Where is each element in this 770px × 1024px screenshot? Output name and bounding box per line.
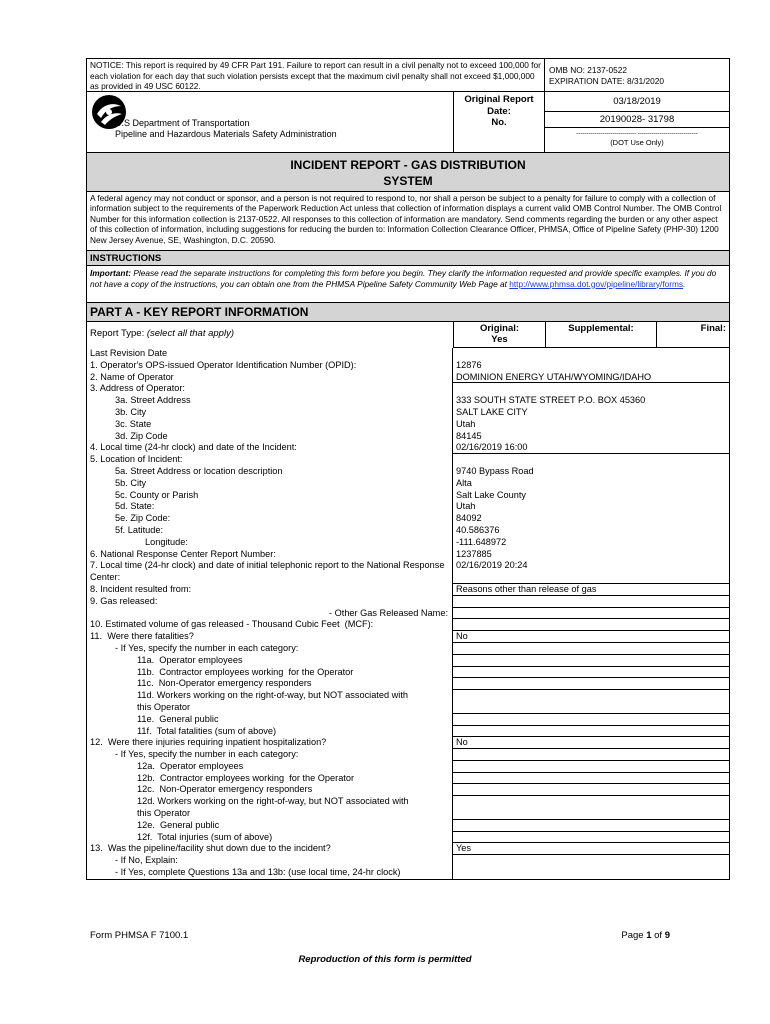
row-value [453, 678, 729, 690]
page-current: 1 [646, 930, 652, 941]
original-report-date-label: Original Report Date: [464, 94, 534, 117]
original-report-values [545, 92, 729, 152]
row-value [453, 855, 729, 867]
row-label: 3b. City [87, 407, 453, 419]
expiration-date: EXPIRATION DATE: 8/31/2020 [549, 75, 664, 86]
table-row [87, 348, 729, 360]
row-value [453, 832, 729, 844]
form-title [86, 152, 730, 192]
instructions-body: Please read the separate instructions for completing this form before you begin. They clarify the information requested and provide specific examples. If you do not have a copy of the instructions, you can obtain one from the PHMSA Pipeline Safety Community Web Page at [90, 268, 717, 289]
row-label: 3a. Street Address [87, 395, 453, 407]
table-row [87, 513, 729, 525]
final-cell [656, 322, 729, 348]
row-label: 3c. State [87, 419, 453, 431]
row-label: 11b. Contractor employees working for the Operator [87, 667, 453, 679]
report-type-hint: (select all that apply) [146, 328, 234, 339]
forms-link[interactable]: http://www.phmsa.dot.gov/pipeline/library/forms [509, 278, 684, 289]
row-label: 11f. Total fatalities (sum of above) [87, 726, 453, 738]
row-value [453, 643, 729, 655]
row-value: Utah [456, 418, 476, 429]
row-value [453, 348, 729, 360]
row-label: 6. National Response Center Report Number: [87, 549, 453, 561]
table-row [87, 431, 729, 443]
row-value: Yes [453, 843, 729, 855]
table-row [87, 796, 729, 820]
dot-use-dashes: ------------------------------ ------------------------------ [576, 131, 698, 137]
row-value [453, 784, 729, 796]
row-value: Utah [456, 501, 476, 512]
table-row [87, 784, 729, 796]
row-value: 84092 [456, 513, 482, 524]
row-value [453, 761, 729, 773]
report-type-label [87, 322, 453, 348]
link-suffix: . [683, 278, 686, 289]
table-row [87, 395, 729, 407]
table-row [87, 407, 729, 419]
form-number: Form PHMSA F 7100.1 [90, 930, 189, 941]
table-row [87, 690, 729, 714]
agency-line-1: U.S Department of Transportation [115, 118, 250, 128]
table-row [87, 419, 729, 431]
row-label: - If Yes, specify the number in each category: [87, 749, 453, 761]
row-label: 5a. Street Address or location description [87, 466, 453, 478]
row-label: Longitude: [87, 537, 453, 549]
row-label: - If No, Explain: [87, 855, 453, 867]
row-value: Salt Lake County [456, 489, 526, 500]
report-type-text: Report Type: [90, 328, 145, 339]
table-row [87, 525, 729, 537]
table-row [87, 855, 729, 867]
row-label: 12e. General public [87, 820, 453, 832]
final-label: Final: [700, 323, 726, 334]
row-value: 02/16/2019 16:00 [453, 442, 729, 454]
row-label: 12b. Contractor employees working for the Operator [87, 773, 453, 785]
report-no-label: No. [491, 117, 507, 128]
table-row [87, 726, 729, 738]
row-value [453, 619, 729, 631]
agency-names [115, 118, 337, 140]
table-row [87, 466, 729, 478]
original-label: Original: [479, 323, 520, 334]
table-row [87, 761, 729, 773]
table-row [87, 478, 729, 490]
row-value: -111.648972 [456, 536, 507, 547]
row-label: 1. Operator's OPS-issued Operator Identification Number (OPID): [87, 360, 453, 372]
part-a-heading: PART A - KEY REPORT INFORMATION [86, 302, 730, 322]
report-number: 20190028- 31798 [545, 112, 729, 128]
row-value [453, 749, 729, 761]
row-label: 3d. Zip Code [87, 431, 453, 443]
row-value [453, 608, 729, 620]
original-report-labels [453, 92, 545, 152]
original-cell [453, 322, 545, 348]
table-row [87, 596, 729, 608]
row-value: Alta [456, 477, 472, 488]
original-value: Yes [491, 334, 508, 345]
row-label: 11a. Operator employees [87, 655, 453, 667]
row-label: - If Yes, specify the number in each category: [87, 643, 453, 655]
row-label: 9. Gas released: [87, 596, 453, 608]
original-report-date: 03/18/2019 [545, 92, 729, 112]
row-value [453, 667, 729, 679]
row-label: 5b. City [87, 478, 453, 490]
row-label: 5d. State: [87, 501, 453, 513]
row-value: 02/16/2019 20:24 [453, 560, 729, 584]
row-value: 333 SOUTH STATE STREET P.O. BOX 45360 [456, 395, 646, 406]
agency-line-2: Pipeline and Hazardous Materials Safety Administration [115, 129, 337, 139]
row-value: DOMINION ENERGY UTAH/WYOMING/IDAHO [453, 372, 729, 384]
row-value [453, 726, 729, 738]
omb-block [545, 59, 729, 91]
row-value [453, 454, 729, 466]
row-label: 12c. Non-Operator emergency responders [87, 784, 453, 796]
table-row [87, 584, 729, 596]
row-value: Reasons other than release of gas [453, 584, 729, 596]
row-value: 40.586376 [456, 524, 500, 535]
row-label: 3. Address of Operator: [87, 383, 453, 395]
row-label: - If Yes, complete Questions 13a and 13b: (use local time, 24-hr clock) [87, 867, 453, 879]
header-top [86, 58, 730, 92]
header-middle [86, 92, 730, 152]
table-row [87, 372, 729, 384]
row-label: - Other Gas Released Name: [87, 608, 453, 620]
questions-table [86, 348, 730, 880]
row-value [453, 655, 729, 667]
row-value [453, 820, 729, 832]
row-value [453, 714, 729, 726]
page-number [621, 930, 670, 941]
table-row [87, 843, 729, 855]
row-label: 11c. Non-Operator emergency responders [87, 678, 453, 690]
table-row [87, 608, 729, 620]
table-row [87, 678, 729, 690]
row-label: 12. Were there injuries requiring inpatient hospitalization? [87, 737, 453, 749]
table-row [87, 867, 729, 879]
form-title-line-1: INCIDENT REPORT - GAS DISTRIBUTION [290, 158, 526, 172]
row-value: 9740 Bypass Road [456, 465, 534, 476]
agency-block [87, 92, 453, 152]
table-row [87, 560, 729, 584]
table-row [87, 643, 729, 655]
table-row [87, 667, 729, 679]
table-row [87, 549, 729, 561]
table-row [87, 655, 729, 667]
row-label: 10. Estimated volume of gas released - Thousand Cubic Feet (MCF): [87, 619, 453, 631]
row-value [453, 596, 729, 608]
row-label: 11d. Workers working on the right-of-way, but NOT associated with this Operator [87, 690, 453, 714]
row-label: 11e. General public [87, 714, 453, 726]
table-row [87, 749, 729, 761]
row-label: 5e. Zip Code: [87, 513, 453, 525]
table-row [87, 773, 729, 785]
row-label: 5f. Latitude: [87, 525, 453, 537]
row-label: 13. Was the pipeline/facility shut down due to the incident? [87, 843, 453, 855]
row-label: 12d. Workers working on the right-of-way, but NOT associated with this Operator [87, 796, 453, 820]
supplemental-label: Supplemental: [568, 323, 634, 334]
table-row [87, 820, 729, 832]
row-label: 12a. Operator employees [87, 761, 453, 773]
table-row [87, 714, 729, 726]
row-value [453, 383, 729, 395]
row-value: No [453, 737, 729, 749]
federal-notice: A federal agency may not conduct or sponsor, and a person is not required to respond to, nor shall a person be subject to a penalty for failure to comply with a collection of information subject to the requirements of the Paperwork Reduction Act unless that collection of information displays a current valid OMB Control Number. The OMB Control Number for this information collection is 2137-0522. All responses to this collection of information are mandatory. Send comments regarding the burden or any other aspect of this collection of information, including suggestions for reducing the burden to: Information Collection Clearance Officer, PHMSA, Office of Pipeline Safety (PHP-30) 1200 New Jersey Avenue, SE, Washington, D.C. 20590. [86, 192, 730, 250]
row-value [453, 796, 729, 820]
report-type-row [86, 322, 730, 348]
reproduction-notice: Reproduction of this form is permitted [298, 954, 472, 965]
row-value: 1237885 [456, 548, 492, 559]
table-row [87, 490, 729, 502]
row-label: 7. Local time (24-hr clock) and date of initial telephonic report to the National Response Center: [87, 560, 453, 584]
row-value [453, 773, 729, 785]
row-label: 8. Incident resulted from: [87, 584, 453, 596]
table-row [87, 619, 729, 631]
table-row [87, 454, 729, 466]
row-label: 11. Were there fatalities? [87, 631, 453, 643]
row-label: Last Revision Date [87, 348, 453, 360]
supplemental-cell [545, 322, 656, 348]
row-value [453, 690, 729, 714]
row-label: 4. Local time (24-hr clock) and date of the Incident: [87, 442, 453, 454]
row-value: SALT LAKE CITY [456, 406, 528, 417]
page-prefix: Page [621, 930, 647, 941]
instructions-heading: INSTRUCTIONS [86, 250, 730, 266]
table-row [87, 501, 729, 513]
important-label: Important: [90, 268, 132, 278]
page-total: 9 [664, 930, 670, 941]
dot-use-only: (DOT Use Only) [610, 138, 664, 147]
row-value: 12876 [456, 359, 482, 370]
notice-text: NOTICE: This report is required by 49 CFR Part 191. Failure to report can result in a civil penalty not to exceed 100,000 for each violation for each day that such violation persists except that the maximum civil penalty shall not exceed $1,000,000 as provided in 49 USC 60122. [87, 59, 545, 91]
row-label: 5. Location of Incident: [87, 454, 453, 466]
row-label: 2. Name of Operator [87, 372, 453, 384]
form-title-line-2: SYSTEM [383, 174, 433, 188]
table-row [87, 442, 729, 454]
omb-number: OMB NO: 2137-0522 [549, 65, 627, 75]
instructions-text [86, 266, 730, 302]
table-row [87, 360, 729, 372]
table-row [87, 383, 729, 395]
table-row [87, 631, 729, 643]
row-value [453, 867, 729, 879]
form-page [86, 58, 730, 880]
row-label: 5c. County or Parish [87, 490, 453, 502]
page-of: of [651, 930, 665, 941]
table-row [87, 537, 729, 549]
row-label: 12f. Total injuries (sum of above) [87, 832, 453, 844]
row-value: 84145 [456, 430, 482, 441]
table-row [87, 737, 729, 749]
row-value: No [453, 631, 729, 643]
table-row [87, 832, 729, 844]
